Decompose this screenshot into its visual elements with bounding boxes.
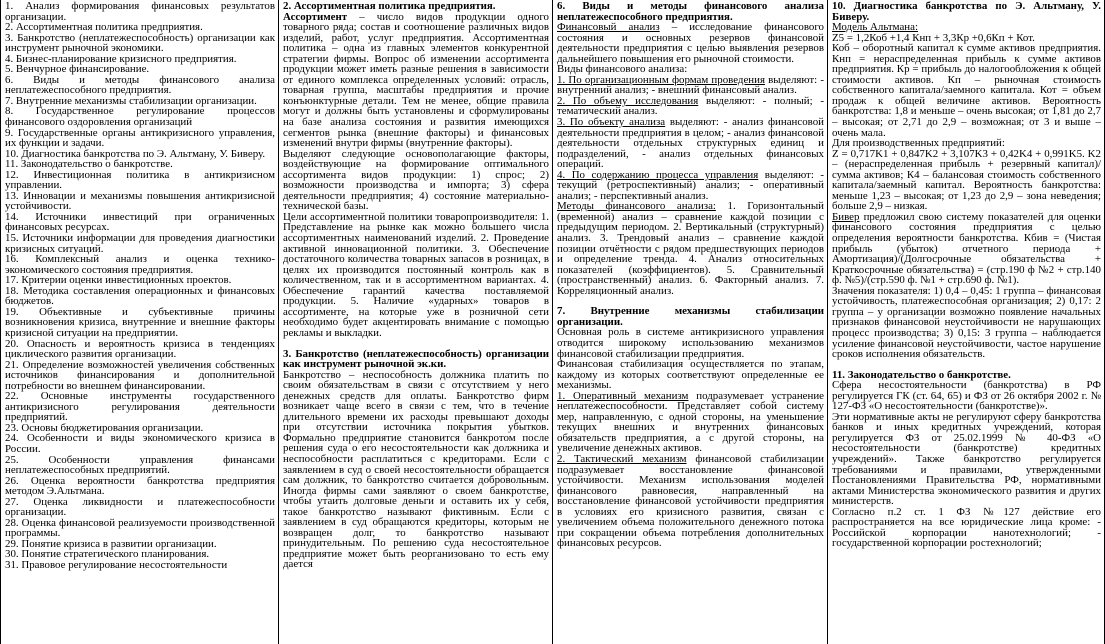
spacer: [283, 339, 549, 349]
paragraph-stabilization-stages: Финансовая стабилизация осуществляется по этапам, каждому из которых соответствуют определенные ее механизмы.: [557, 358, 824, 392]
kind-1-term: 1. По организационным формам проведения: [557, 73, 765, 86]
question-list-item: 27. Оценка ликвидности и платежеспособности организации.: [5, 495, 275, 519]
heading-q7: 7. Внутренние механизмы стабилизации организации.: [557, 305, 824, 328]
assortment-definition-text: – число видов продукции одного товарного ряда; состав и соотношение различных видов изделий, работ, услуг предприятия. Ассортиментная политика – одна из главных элементов конкурентной стратегии фирмы. Вопрос об изменении ассортимента продукции может иметь разные решения в зависимости от единого комплекса определенных условий: отрасль, товарная группа, масштабы предприятия и прочие конъюнктурные детали. Тем не менее, общие правила могут и должны быть установлены и сформулированы на базе анализа состояния и развития имеющихся сегментов рынка (внешние факторы) и финансовых изменений внутри фирмы (внутренние факторы).: [283, 10, 549, 150]
column-answers-10-11: [828, 0, 1105, 644]
operational-text: подразумевает устранение неплатежеспособности. Представляет собой систему мер, направленную, с одной стороны, на уменьшение текущих внешних и внутренних финансовых обязательств предприятия, а с другой стороны, на увеличение денежных активов.: [557, 389, 824, 455]
column-answers-6-7: [553, 0, 828, 644]
paragraph-bankruptcy: Банкротство – неспособность должника платить по своим обязательствам в связи с отсутствием у него денежных средств для оплаты. Банкротство фирм возникает чаще всего в связи с тем, что в течение длительного времени их расходы превышают доходы при отсутствии источника покрытия убытков. Формально предприятие становится банкротом после решения суда о его несостоятельности как должника и неспособности расплатиться с кредиторами. Если с заявлением в суд о своей несостоятельности обращается сам должник, то банкротство считается добровольным. Иногда фирмы сами заявляют о своем банкротстве, чтобы утаить долговые деньги и оставить их у себя, такое банкротство называют фиктивным. Если с заявлением в суд обращаются кредиторы, которым не возвращен долг, то банкротство называют принудительным. По решению суда несостоятельное предприятие может быть реорганизовано то есть ему дается: [283, 368, 549, 571]
law-paragraph-1: Сфера несостоятельности (банкротства) в РФ регулируется ГК (ст. 64, 65) и ФЗ от 26 октября 2002 г. № 127-ФЗ «О несостоятельности (банкротстве)».: [832, 379, 1101, 413]
question-list-item: 29. Понятие кризиса в развитии организации.: [5, 537, 217, 550]
kind-3-text: выделяют: - анализ финансовой деятельности предприятия в целом; - анализ финансовой деятельности отдельных структурных единиц и подразделений, - анализ отдельных финансовых операций.: [557, 116, 824, 171]
column-question-list: [0, 0, 279, 644]
question-list-item: 10. Диагностика банкротства по Э. Альтману, У. Биверу.: [5, 147, 266, 160]
beaver-text: предложил свою систему показателей для оценки финансового состояния предприятия с целью определения вероятности банкротства. Кбив = (Чистая прибыль (убыток) отчетного периода + Амортизация)/(Долгосрочные обязательства + Краткосрочные обязательства) = (стр.190 ф №2 + стр.140 ф. №5)/(стр.590 ф. №1 + стр.690 ф. №1).: [832, 210, 1101, 287]
question-list-item: 6. Виды и методы финансового анализа неплатежеспособного предприятия.: [5, 73, 275, 97]
kind-3: [557, 117, 824, 170]
kind-3-term: 3. По объекту анализа: [557, 116, 666, 129]
question-list-item: 3. Банкротство (неплатежеспособность) организации как инструмент рыночной экономики.: [5, 31, 275, 55]
methods: [557, 201, 824, 296]
altman-formula: Z5 = 1,2Коб +1,4 Кнп + 3,3Кр +0,6Кп + Кот.: [832, 31, 1035, 44]
heading-q3: 3. Банкротство (неплатежеспособность) организации как инструмент рыночной эк.ки.: [283, 347, 549, 371]
question-list-item: 19. Объективные и субъективные причины возникновения кризиса, внутренние и внешние факторы кризисной ситуации на предприятии.: [5, 305, 275, 339]
question-list-item: 30. Понятие стратегического планирования.: [5, 548, 210, 561]
altman-explanation: Коб – оборотный капитал к сумме активов предприятия. Кнп = нераспределенная прибыль к сумме активов предприятия. Кр = прибыль до налогообложения к общей стоимости активов. Кп – рыночная стоимость собственного капитала/заемного капитала. Кот = объем продаж к общей величине активов. Вероятность банкротства: 1,8 и меньше – очень высокая; от 1,81 до 2,7 – высокая; от 2,71 до 2,9 – возможная; от 3 и выше – очень мала.: [832, 42, 1101, 139]
law-paragraph-3: Согласно п.2 ст. 1 ФЗ №127 действие его распространяется на все юридические лица кроме: - Российской корпорации нанотехнологий; - государственной корпорации ростехнологий;: [832, 505, 1101, 550]
question-list-item: 13. Инновации и механизмы повышения антикризисной устойчивости.: [5, 189, 275, 213]
question-list-item: 28. Оценка финансовой реализуемости производственной программы.: [5, 516, 275, 540]
term-financial-analysis: Финансовый анализ: [557, 21, 660, 34]
question-list-item: 4. Бизнес-планирование кризисного предприятия.: [5, 52, 237, 65]
question-list-item: 17. Критерии оценки инвестиционных проектов.: [5, 274, 232, 287]
tactical-term: 2. Тактический механизм: [557, 452, 687, 465]
heading-q11: 11. Законодательство о банкротстве.: [832, 368, 1011, 381]
column-answers-2-3: [279, 0, 553, 644]
beaver-values: Значения показателя: 1) 0,4 – 0,45: 1 группа – финансовая устойчивость, платежеспособная организация; 2) 0,17: 2 группа – у организации возможно появление начальных признаков финансовой неустойчивости не нарушающих процесс производства; 3) 0,15: 3 группа – наблюдается усиление финансовой неустойчивости, частое нарушение сроков исполнения обязательств.: [832, 284, 1101, 361]
paragraph-assortment-goals: Цели ассортиментной политики товаропроизводителя: 1. Представление на рынке как можно большего числа ассортиментных наименований изделий. 2. Проведение активной инновационной политики. 3. Обеспечение достаточного количества товарных запасов в розницах, в целях их производится постоянный контроль как в количественном, так и в ассортиментном вариантах. 4. Обеспечение гарантий качества поставляемой продукции. 5. Наличие «ударных» товаров в ассортименте, на которые уже в розничной сети необходимо будет акцентировать внимание с помощью рекламы и выкладки.: [283, 210, 549, 339]
question-list-item: 22. Основные инструменты государственного антикризисного регулирования деятельности предприятий.: [5, 390, 275, 424]
question-list-item: 23. Основы бюджетирования организации.: [5, 421, 204, 434]
beaver-term: Бивер: [832, 210, 860, 223]
paragraph-assortment-definition: [283, 12, 549, 149]
kind-4-term: 4. По содержанию процесса управления: [557, 168, 759, 181]
term-assortment: Ассортимент: [283, 10, 348, 23]
paragraph-fa-definition: [557, 22, 824, 64]
production-formula: Z = 0,717K1 + 0,847K2 + 3,107K3 + 0,42K4 + 0,991K5. K2 – (нераспределенная прибыль + резервный капитал)/ сумма активов; К4 – балансовая стоимость собственного капитала/заемный капитал. Вероятность банкротства: меньше 1,23 – высокая; от 1,23 до 2,9 – зона неведения; больше 2,9 – низкая.: [832, 147, 1101, 213]
fa-definition-text: – исследование финансового состояния и основных резервов финансовой деятельности предприятия с целью выявления резервов дальнейшего повышения его рыночной стоимости.: [557, 21, 824, 65]
kind-4: [557, 170, 824, 202]
question-list-item: 15. Источники информации для проведения диагностики кризисных ситуаций.: [5, 232, 275, 255]
question-list-item: 1. Анализ формирования финансовых результатов организации.: [5, 0, 275, 23]
kind-4-text: выделяют: - текущий (ретроспективный) анализ; - оперативный анализ; - перспективный анализ.: [557, 168, 824, 202]
tactical-mechanism: [557, 454, 824, 549]
paragraph-stabilization-role: Основная роль в системе антикризисного управления отводится широкому использованию механизмов финансовой стабилизации предприятия.: [557, 326, 824, 360]
kind-2-text: выделяют: - полный; - тематический анализ.: [557, 94, 824, 118]
kind-2-term: 2. По объему исследования: [557, 94, 699, 107]
production-label: Для производственных предприятий:: [832, 137, 1005, 150]
heading-q2: 2. Ассортиментная политика предприятия.: [283, 0, 496, 12]
question-list-item: 2. Ассортиментная политика предприятия.: [5, 21, 203, 34]
kind-1: [557, 75, 824, 96]
question-list-item: 12. Инвестиционная политика в антикризисном управлении.: [5, 168, 275, 192]
methods-term: Методы финансового анализа:: [557, 200, 716, 213]
kind-1-text: выделяют: - внутренний анализ; - внешний финансовый анализ.: [557, 73, 824, 97]
heading-q10: 10. Диагностика банкротства по Э. Альтману, У. Биверу.: [832, 0, 1101, 23]
question-list-item: 26. Оценка вероятности банкротства предприятия методом Э.Альтмана.: [5, 474, 275, 498]
question-list-item: 18. Методика составления операционных и финансовых бюджетов.: [5, 284, 275, 308]
question-list-item: 25. Особенности управления финансами неплатежеспособных предприятий.: [5, 453, 275, 477]
question-list-item: 16. Комплексный анализ и оценка технико-экономического состояния предприятия.: [5, 253, 275, 276]
operational-term: 1. Оперативный механизм: [557, 389, 689, 402]
paragraph-assortment-factors: Выделяют следующие основополагающие факторы, воздействующие на формирование оптимального ассортимента видов продукции: 1) спрос; 2) возможности производства и импорта; 3) сфера деятельности предприятия; 4) состояние материально-технической базы.: [283, 147, 549, 213]
kind-2: [557, 96, 824, 117]
question-list-item: 20. Опасность и вероятность кризиса в тенденциях циклического развития организации.: [5, 337, 275, 361]
question-list-item: 11. Законодательство о банкротстве.: [5, 158, 173, 171]
question-list-item: 8. Государственное регулирование процессов финансового оздоровления организаций: [5, 105, 275, 129]
beaver-paragraph: [832, 212, 1101, 286]
question-list-item: 21. Определение возможностей увеличения собственных источников финансирования и дополнительной потребности во внешнем финансировании.: [5, 358, 275, 392]
tactical-text: финансовой стабилизации подразумевает восстановление финансовой устойчивости. Механизм использования моделей финансового равновесия, направленный на восстановление финансовой устойчивости предприятия в условиях его кризисного развития, связан с увеличением объема положительного денежного потока при сокращении объема потребления дополнительных финансовых ресурсов.: [557, 452, 824, 550]
question-list-item: 5. Венчурное финансирование.: [5, 63, 150, 76]
operational-mechanism: [557, 391, 824, 454]
question-list-item: 31. Правовое регулирование несостоятельности: [5, 558, 228, 571]
heading-q6: 6. Виды и методы финансового анализа неплатежеспособного предприятия.: [557, 0, 824, 23]
altman-model-label: Модель Альтмана:: [832, 21, 918, 34]
law-paragraph-2: Эти нормативные акты не регулируют сферу банкротства банков и иных кредитных учреждений, которая регулируется ФЗ от 25.02.1999 № 40-ФЗ «О несостоятельности (банкротстве) кредитных учреждений». Также банкротство регулируется требованиями и правилами, утвержденными Постановлениями Правительства РФ, нормативными актами Министерства экономического развития и других министерств.: [832, 410, 1101, 508]
methods-text: 1. Горизонтальный (временной) анализ – сравнение каждой позиции с предыдущим периодом. 2. Вертикальный (структурный) анализ. 3. Трендовый анализ – сравнение каждой позиции отчётности с рядом предшествующих периодов и определение тренда. 4. Анализ относительных показателей (коэффициентов). 5. Сравнительный (пространственный) анализ. 6. Факторный анализ. 7. Корреляционный анализ.: [557, 200, 824, 297]
question-list-item: 9. Государственные органы антикризисного управления, их функции и задачи.: [5, 126, 275, 150]
question-list-item: 24. Особенности и виды экономического кризиса в России.: [5, 432, 275, 455]
question-list-item: 7. Внутренние механизмы стабилизации организации.: [5, 94, 257, 107]
question-list-item: 14. Источники инвестиций при ограниченных финансовых ресурсах.: [5, 210, 275, 234]
kinds-heading: Виды финансового анализа:: [557, 63, 688, 76]
